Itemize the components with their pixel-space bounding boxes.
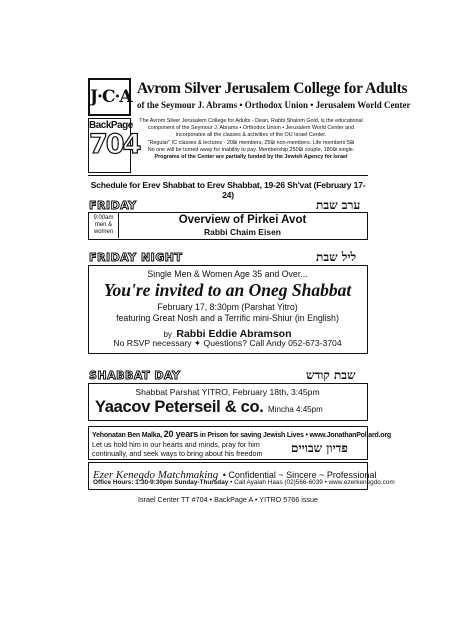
pollard-site: in Prison for saving Jewish Lives • www.JonathanPollard.org [199,432,391,439]
shabbat-day-speaker-line [95,398,323,417]
friday-night-hebrew: ליל שבת [316,250,357,264]
friday-box [88,212,368,240]
info-line: The Avrom Silver Jerusalem College for Adults - Dean, Rabbi Shalom Gold, is the educational [139,118,363,124]
friday-class [119,213,366,238]
friday-time: 9:00am [93,215,114,221]
friday-hebrew: ערב שבת [316,198,361,212]
info-line: component of the Seymour J. Abrams • Orthodox Union • Jerusalem World Center and [147,125,355,132]
friday-audience: women [93,229,114,235]
pollard-years: 20 years [163,429,199,439]
backpage-number: 704 [89,129,140,160]
college-name: Avrom Silver Jerusalem College for Adults [137,80,408,97]
oneg-invite: You're invited to an Oneg Shabbat [103,280,352,300]
info-line: No one will be turned away for inability to pay. Membership 250₪ couple, 180₪ single. [147,146,355,153]
ezer-office-hours: 1:30-9:30pm Sunday-Thursday [135,479,229,486]
ezer-contact: • Call Ayalah Haas (02)566-6039 • www.ezerkenegdo.com [230,479,395,486]
shabbat-day-box [88,383,368,421]
schedule-title: Schedule for Erev Shabbat to Erev Shabbat, 19-26 Sh'vat (February 17-24) [90,180,366,200]
shabbat-day-time: Shabbat Parshat YITRO, February 18th, 3:45pm [135,387,320,397]
friday-class-title: Overview of Pirkei Avot [178,214,307,226]
pollard-body-line: continually, and seek ways to bring about his freedom [92,448,263,458]
shabbat-day-speaker: Yaacov Peterseil & co. [95,398,264,416]
backpage-badge [88,118,140,173]
ezer-name: Ezer Kenegdo Matchmaking [93,469,219,481]
page-footer: Israel Center TT #704 • BackPage A • YITRO 5766 issue [137,495,319,504]
oneg-by: by [163,330,172,339]
oneg-audience: Single Men & Women Age 35 and Over... [147,269,308,279]
friday-speaker: Rabbi Chaim Eisen [204,227,281,237]
funding-note: Programs of the Center are partially funded by the Jewish Agency for Israel [154,154,348,161]
pollard-box [88,426,391,460]
shabbat-day-heading: SHABBAT DAY [89,369,181,382]
friday-audience: men & [94,222,113,228]
college-info [137,118,365,173]
oneg-box [88,265,368,354]
pollard-body-line: Let us hold him in our hearts and minds, pray for him [92,440,260,449]
oneg-featuring: featuring Great Nosh and a Terrific mini-Shiur (in English) [116,313,339,323]
ezer-box [88,462,395,490]
pollard-name: Yehonatan Ben Malka, [92,432,162,439]
affiliation-line: of the Seymour J. Abrams • Orthodox Union • Jerusalem World Center [137,100,411,110]
shabbat-day-hebrew: שבת קודש [306,368,356,382]
oneg-rsvp: No RSVP necessary ✦ Questions? Call Andy 052-673-3704 [113,338,342,348]
oneg-date: February 17, 8:30pm (Parshat Yitro) [157,302,298,312]
pollard-hebrew: פדיון שבויים [291,441,348,455]
oneg-speaker: Rabbi Eddie Abramson [176,328,292,340]
friday-night-heading: FRIDAY NIGHT [89,251,183,264]
pollard-headline [92,429,391,439]
ezer-office-label: Office Hours: [93,479,134,486]
friday-heading: FRIDAY [89,199,137,212]
info-line: "Regular" IC classes & lectures - 20₪ members, 25₪ non-members. Life members 5₪ [147,139,355,146]
ezer-tagline: • Confidential ~ Sincere ~ Professional [222,470,377,480]
pollard-body [92,441,262,458]
jca-logo: J·C·A [88,78,131,116]
info-line: incorporates all the classes & activities of the OU Israel Center. [175,132,327,139]
header-rule [88,175,368,176]
ezer-contact-line [93,479,395,486]
backpage-label: BackPage [89,120,133,131]
shabbat-day-mincha: Mincha 4:45pm [268,405,323,414]
friday-time-cell [89,213,119,238]
